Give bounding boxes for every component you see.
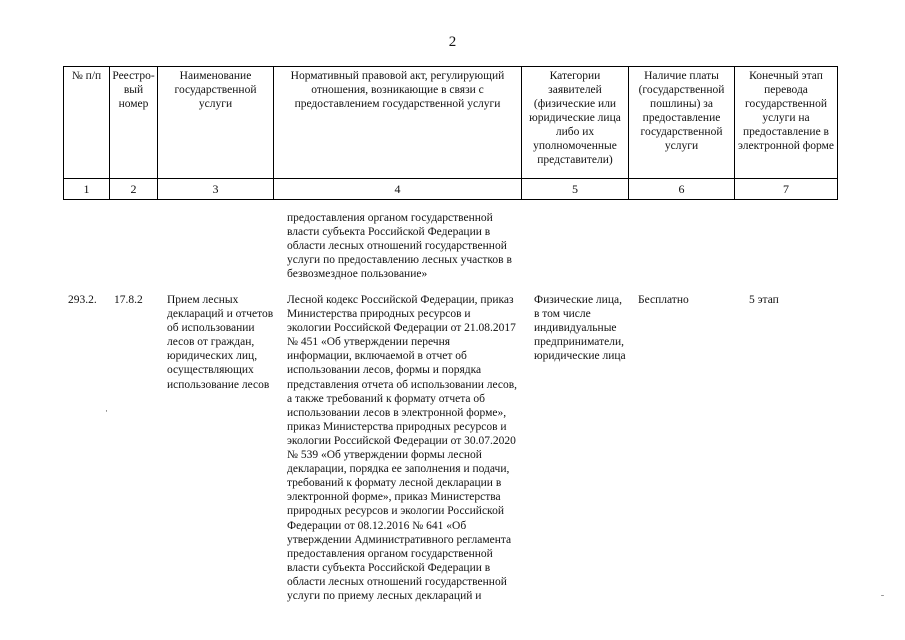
- scan-speck: ˉ: [881, 593, 884, 603]
- text-line: власти субъекта Российской Федерации в: [287, 561, 491, 574]
- applicant-categories: [534, 293, 636, 363]
- final-stage: 5 этап: [749, 294, 779, 306]
- col-header-category: Категории заявителей (физические или юридические лица либо их уполномоченные представители): [522, 67, 629, 179]
- text-line: природных ресурсов и экологии Российской: [287, 505, 504, 518]
- text-line: услуги по приему лесных деклараций и: [287, 589, 482, 602]
- text-line: Физические лица,: [534, 294, 622, 306]
- act-continuation: [287, 211, 529, 281]
- text-line: области лесных отношений государственной: [287, 240, 507, 253]
- text-line: а также требований к формату отчета об: [287, 392, 485, 405]
- text-line: № 451 «Об утверждении перечня: [287, 336, 451, 349]
- text-line: лесов от граждан,: [167, 336, 255, 349]
- text-line: услуги по предоставлению лесных участков в: [287, 254, 512, 267]
- text-line: утверждении Административного регламента: [287, 533, 512, 546]
- col-number: 3: [158, 179, 274, 200]
- text-line: индивидуальные: [534, 322, 617, 335]
- col-header-act: Нормативный правовой акт, регулирующий отношения, возникающие в связи с предоставлением государственной услуги: [274, 67, 522, 179]
- text-line: приказ Министерства природных ресурсов и: [287, 420, 507, 433]
- text-line: использовании лесов в электронной форме»,: [287, 406, 507, 419]
- text-line: использование лесов: [167, 378, 270, 391]
- text-line: об использовании: [167, 322, 255, 335]
- col-header-num: № п/п: [64, 67, 110, 179]
- text-line: Министерства природных ресурсов и: [287, 308, 471, 321]
- text-line: деклараций и отчетов: [167, 308, 274, 321]
- col-number: 6: [629, 179, 735, 200]
- col-number: 1: [64, 179, 110, 200]
- col-header-fee: Наличие платы (государственной пошлины) за предоставление государственной услуги: [629, 67, 735, 179]
- text-line: юридические лица: [534, 350, 626, 363]
- text-line: власти субъекта Российской Федерации в: [287, 226, 491, 239]
- text-line: юридических лиц,: [167, 350, 258, 363]
- text-line: предприниматели,: [534, 336, 624, 349]
- scan-speck: ·: [105, 406, 108, 416]
- header-table: [63, 66, 838, 200]
- text-line: экологии Российской Федерации от 30.07.2020: [287, 434, 516, 447]
- col-header-service: Наименование государственной услуги: [158, 67, 274, 179]
- text-line: № 539 «Об утверждении формы лесной: [287, 449, 482, 462]
- fee-value: Бесплатно: [638, 294, 689, 306]
- text-line: безвозмездное пользование»: [287, 268, 428, 281]
- text-line: предоставления органом государственной: [287, 547, 493, 560]
- text-line: Прием лесных: [167, 294, 239, 306]
- text-line: Федерации от 08.12.2016 № 641 «Об: [287, 519, 467, 532]
- registry-number: 17.8.2: [114, 294, 143, 306]
- col-header-reg: Реестро-вый номер: [110, 67, 158, 179]
- text-line: требований к формату лесной декларации в: [287, 477, 502, 490]
- text-line: предоставления органом государственной: [287, 212, 493, 224]
- text-line: осуществляющих: [167, 364, 254, 377]
- service-name: [167, 293, 280, 392]
- text-line: области лесных отношений государственной: [287, 575, 507, 588]
- text-line: Лесной кодекс Российской Федерации, приказ: [287, 294, 514, 306]
- legal-act: [287, 293, 529, 603]
- page-number: 2: [448, 34, 457, 50]
- text-line: представления отчета об использовании лесов,: [287, 378, 518, 391]
- column-number-row: [64, 179, 838, 200]
- text-line: в том числе: [534, 308, 591, 321]
- col-number: 2: [110, 179, 158, 200]
- col-number: 7: [735, 179, 838, 200]
- row-number: 293.2.: [68, 294, 97, 306]
- text-line: электронной форме», приказ Министерства: [287, 491, 501, 504]
- header-row: [64, 67, 838, 179]
- col-number: 4: [274, 179, 522, 200]
- col-header-stage: Конечный этап перевода государственной услуги на предоставление в электронной форме: [735, 67, 838, 179]
- text-line: информации, включаемой в отчет об: [287, 350, 467, 363]
- text-line: декларации, порядка ее заполнения и подачи,: [287, 463, 510, 476]
- text-line: экологии Российской Федерации от 21.08.2017: [287, 322, 516, 335]
- col-number: 5: [522, 179, 629, 200]
- text-line: использовании лесов, формы и порядка: [287, 364, 482, 377]
